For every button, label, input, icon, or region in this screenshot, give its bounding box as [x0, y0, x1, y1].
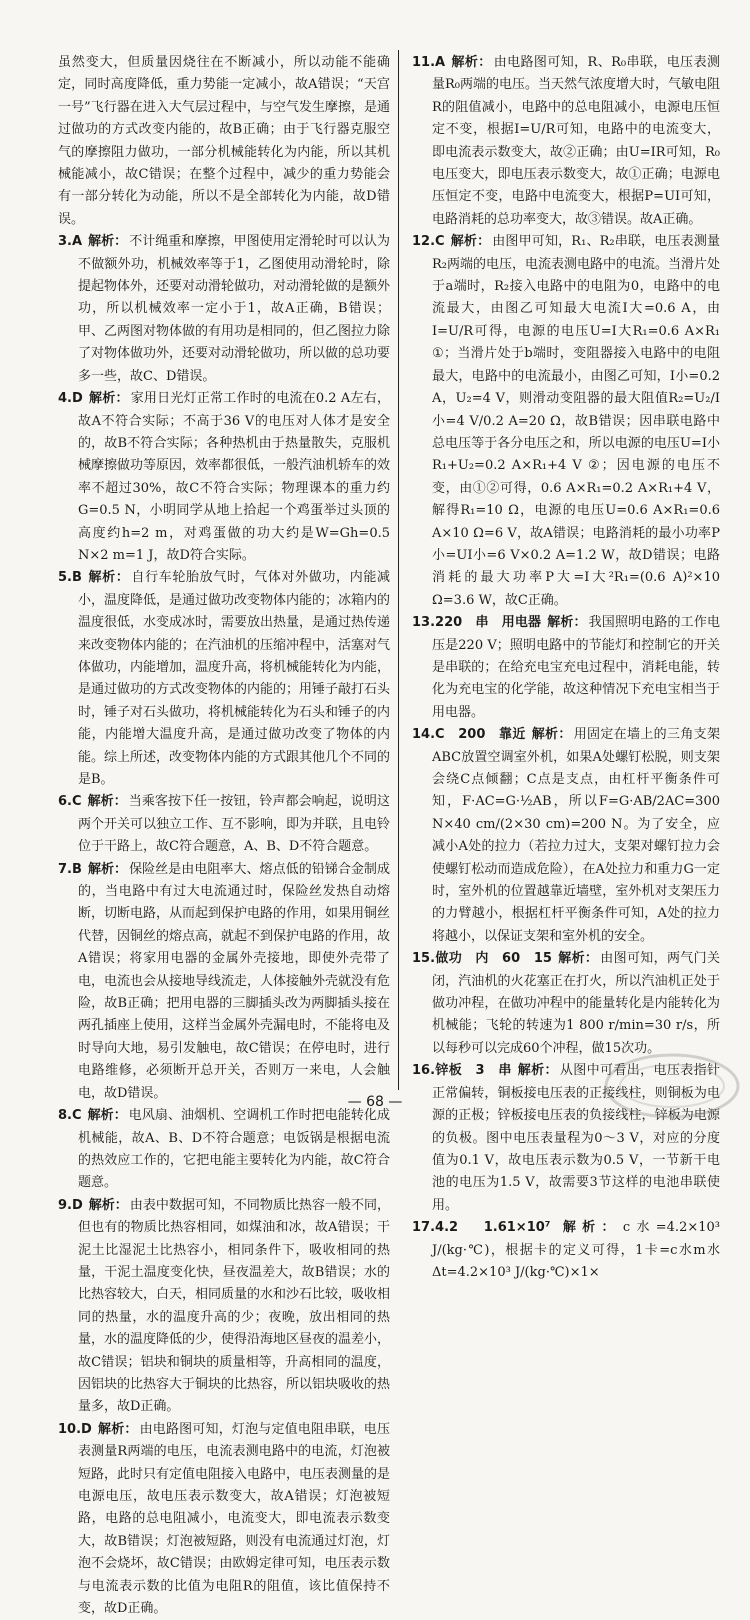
- item-answer: D: [71, 1197, 83, 1213]
- watermark-stamp: [602, 1051, 742, 1121]
- item-answer: 220 串 用电器: [435, 615, 542, 631]
- item-answer: C: [435, 234, 445, 250]
- answer-item: [412, 231, 720, 612]
- item-text: 由电路图可知，R、R₀串联，电压表测量R₀两端的电压。当天然气浓度增大时，气敏电阻R的阻值减小，电路中的总电阻减小，电源电压恒定不变，根据I=U/R可知，电路中的电流变大，即电流表示数变大，故②正确；由U=IR可知，R₀电压变大，即电压表示数变大，故①正确；电源电压恒定不变，电路中电流变大，根据P=UI可知，电路消耗的总功率变大，故③错误。故A正确。: [432, 55, 720, 227]
- item-text: 由电路图可知，灯泡与定值电阻串联，电压表测量R两端的电压，电流表测电路中的电流，灯泡被短路，此时只有定值电阻接入电路中，电压表测量的是电源电压，故电压表示数变大，故A错误；灯泡被短路，电路的总电阻减小，电流变大，即电流表示数变大，故B错误；灯泡被短路，则没有电流通过灯泡，灯泡不会烧坏，故C错误；由欧姆定律可知，电压表示数与电流表示数的比值为电阻R的阻值，该比值保持不变，故D正确。: [78, 1421, 391, 1617]
- item-text: 用固定在墙上的三角支架ABC放置空调室外机，如果A处螺钉松脱，则支架会绕C点倾翻；C点是支点，由杠杆平衡条件可知，F·AC=G·½AB，所以F=G·AB/2AC=300 N×40 cm/(2×30 cm)=200 N。为了安全，应减小A处的拉力（若拉力过大，支架对螺钉拉力会使螺钉松动而造成危险），在A处拉力和重力G一定时，室外机的位置越靠近墙壁，室外机对支架压力的力臂越小，根据杠杆平衡条件可知，A处的拉力将越小，以保证支架和室外机的安全。: [432, 727, 720, 944]
- answer-item: [58, 859, 390, 1105]
- item-label: 解析：: [517, 1063, 558, 1079]
- continuation-paragraph: 虽然变大，但质量因烧往在不断减小，所以动能不能确定，同时高度降低，重力势能一定减小，故A错误；“天宫一号”飞行器在进入大气层过程中，与空气发生摩擦，是通过做功的方式改变内能的，故B正确；由于飞行器克服空气的摩擦阻力做功，一部分机械能转化为内能，所以其机械能减小，故C错误；在整个过程中，减少的重力势能会有一部分转化为动能，所以不是全部转化为内能，故D错误。: [58, 55, 390, 227]
- answer-item: [412, 724, 720, 948]
- answer-item: [58, 231, 390, 388]
- item-label: 解析：: [87, 570, 130, 586]
- answer-item: [58, 1105, 390, 1195]
- item-label: 解析：: [556, 1220, 621, 1236]
- item-number: 17.: [412, 1220, 436, 1236]
- answer-item: [412, 52, 720, 231]
- item-answer: B: [71, 570, 82, 586]
- answer-item: [412, 612, 720, 724]
- item-answer: 锌板 3 串: [435, 1063, 512, 1079]
- item-text: 自行车轮胎放气时，气体对外做功，内能减小，温度降低，是通过做功改变物体内能的；冰箱内的温度很低，水变成冰时，需要放出热量，是通过热传递来改变物体内能的；在汽油机的压缩冲程中，活塞对气体做功，内能增加，温度升高，将机械能转化为内能，是通过做功的方式改变物体的内能的；用锤子敲打石头时，锤子对石头做功，将机械能转化为石头和锤子的内能，内能增大温度升高，是通过做功改变了物体的内能。综上所述，改变物体内能的方式跟其他几个不同的是B。: [78, 570, 391, 787]
- item-label: 解析：: [97, 1421, 138, 1437]
- item-answer: C 200 靠近: [435, 727, 526, 743]
- item-label: 解析：: [87, 1108, 127, 1124]
- answer-item: [58, 1419, 390, 1620]
- item-number: 10.: [58, 1421, 82, 1437]
- answer-item: [58, 791, 390, 858]
- item-label: 解析：: [557, 951, 599, 967]
- item-text: 家用日光灯正常工作时的电流在0.2 A左右，故A不符合实际；不高于36 V的电压对人体才是安全的，故B不符合实际；各种热机由于热量散失，克服机械摩擦做功等原因，效率都很低，一般汽油机轿车的效率不超过30%，故C不符合实际；物理课本的重力约G=0.5 N，小明同学从地上拾起一个鸡蛋举过头顶的高度约h=2 m，对鸡蛋做的功大约是W=Gh=0.5 N×2 m=1 J，故D符合实际。: [78, 391, 391, 563]
- item-label: 解析：: [531, 727, 572, 743]
- item-text: 当乘客按下任一按钮，铃声都会响起，说明这两个开关可以独立工作、互不影响，即为并联，且电铃位于干路上，故C符合题意，A、B、D不符合题意。: [78, 794, 391, 855]
- item-label: 解析：: [547, 615, 587, 631]
- item-answer: A: [435, 55, 446, 70]
- answer-item: [58, 388, 390, 567]
- item-number: 4.: [58, 391, 72, 407]
- item-answer: B: [71, 861, 82, 877]
- answer-item: [412, 948, 720, 1060]
- item-label: 解析：: [88, 391, 129, 407]
- item-label: 解析：: [88, 1197, 128, 1213]
- item-label: 解析：: [87, 861, 128, 877]
- item-text: 我国照明电路的工作电压是220 V；照明电路中的节能灯和控制它的开关是串联的；在给充电宝充电过程中，消耗电能，转化为充电宝的化学能，故这种情况下充电宝相当于用电器。: [432, 615, 720, 720]
- item-number: 5.: [58, 570, 72, 586]
- item-text: 从图中可看出，电压表指针正常偏转，铜板接电压表的正接线柱，则铜板为电源的正极；锌板接电压表的负接线柱，锌板为电源的负极。图中电压表量程为0～3 V，对应的分度值为0.1 V，故电压表示数为0.5 V，一节新干电池的电压为1.5 V，故需要3节这样的电池串联使用。: [432, 1063, 720, 1213]
- answer-item: [412, 1217, 720, 1284]
- answer-item: [58, 1195, 390, 1419]
- item-answer: A: [71, 234, 83, 250]
- item-number: 16.: [412, 1063, 436, 1079]
- item-number: 6.: [58, 794, 72, 810]
- item-text: 电风扇、油烟机、空调机工作时把电能转化成机械能，故A、B、D不符合题意；电饭锅是根据电流的热效应工作的，它把电能主要转化为内能，故C符合题意。: [78, 1108, 390, 1191]
- item-answer: 4.2 1.61×10⁷: [435, 1220, 551, 1236]
- item-label: 解析：: [87, 794, 127, 810]
- item-answer: C: [71, 1108, 82, 1124]
- item-number: 7.: [58, 861, 72, 877]
- item-text: c水=4.2×10³ J/(kg·℃)，根据卡的定义可得，1卡=c水m水Δt=4.2×10³ J/(kg·℃)×1×: [432, 1220, 720, 1280]
- item-answer: C: [71, 794, 82, 810]
- item-label: 解析：: [450, 234, 491, 250]
- item-number: 12.: [412, 234, 436, 250]
- item-text: 不计绳重和摩擦，甲图使用定滑轮时可以认为不做额外功，机械效率等于1，乙图使用动滑轮时，除提起物体外，还要对动滑轮做功，对动滑轮做的是额外功，所以机械效率一定小于1，故A正确，B错误；甲、乙两图对物体做的有用功是相同的，但乙图拉力除了对物体做功外，还要对动滑轮做功，所以做的总功要多一些，故C、D错误。: [78, 234, 391, 384]
- item-number: 13.: [412, 615, 436, 631]
- item-text: 由表中数据可知，不同物质比热容一般不同，但也有的物质比热容相同，如煤油和冰，故A错误；干泥土比湿泥土比热容小，相同条件下，吸收相同的热量，干泥土温度变化快，昼夜温差大，故B错误；水的比热容较大，白天，相同质量的水和沙石比较，吸收相同的热量，水的温度升高的少；夜晚，放出相同的热量，水的温度降低的少，使得沿海地区昼夜的温差小，故C错误；铝块和铜块的质量相等，升高相同的温度，因铝块的比热容大于铜块的比热容，所以铝块吸收的热量多，故D正确。: [78, 1197, 391, 1415]
- item-number: 9.: [58, 1197, 72, 1213]
- item-label: 解析：: [451, 55, 492, 70]
- answer-item: [58, 567, 390, 791]
- item-number: 15.: [412, 951, 436, 967]
- item-number: 14.: [412, 727, 436, 743]
- column-divider: [398, 50, 399, 1090]
- item-number: 8.: [58, 1108, 72, 1124]
- item-answer: D: [71, 391, 83, 407]
- item-text: 由图可知，两气门关闭，汽油机的火花塞正在打火，所以汽油机正处于做功冲程，在做功冲程中的能量转化是内能转化为机械能；飞轮的转速为1 800 r/min=30 r/s，所以每秒可以完成60个冲程，做15次功。: [432, 951, 720, 1056]
- item-answer: 做功 内 60 15: [435, 951, 552, 967]
- left-column: [58, 52, 390, 1620]
- item-text: 由图甲可知，R₁、R₂串联，电压表测量R₂两端的电压，电流表测电路中的电流。当滑片处于a端时，R₂接入电路中的电阻为0，电路中的电流最大，由图乙可知最大电流I大=0.6 A，由I=U/R可得，电源的电压U=I大R₁=0.6 A×R₁ ①；当滑片处于b端时，变阻器接入电路中的电阻最大，电路中的电流最小，由图乙可知，I小=0.2 A，U₂=4 V，则滑动变阻器的最大阻值R₂=U₂/I小=4 V/0.2 A=20 Ω，故B错误；因串联电路中总电压等于各分电压之和，所以电源的电压U=I小R₁+U₂=0.2 A×R₁+4 V ②；因电源的电压不变，由①②可得，0.6 A×R₁=0.2 A×R₁+4 V，解得R₁=10 Ω，电源的电压U=0.6 A×R₁=0.6 A×10 Ω=6 V，故A错误；电路消耗的最小功率P小=UI小=6 V×0.2 A=1.2 W，故D错误；电路消耗的最大功率P大=I大²R₁=(0.6 A)²×10 Ω=3.6 W，故C正确。: [432, 234, 720, 608]
- item-text: 保险丝是由电阻率大、熔点低的铅锑合金制成的，当电路中有过大电流通过时，保险丝发热自动熔断，切断电路，从而起到保护电路的作用，如果用铜丝代替，因铜丝的熔点高，就起不到保护电路的作用，故A错误；将家用电器的金属外壳接地，即使外壳带了电，电流也会从接地导线流走，人体接触外壳就没有危险，故B正确；把用电器的三脚插头改为两脚插头接在两孔插座上使用，这样当金属外壳漏电时，不能将电及时导向大地，易引发触电，故C错误；在停电时，进行电路维修，必须断开总开关，否则万一来电，人会触电，故D错误。: [78, 861, 391, 1101]
- item-number: 11.: [412, 55, 436, 70]
- item-answer: D: [81, 1421, 92, 1437]
- page-number: — 68 —: [347, 1094, 403, 1110]
- item-label: 解析：: [88, 234, 128, 250]
- item-number: 3.: [58, 234, 72, 250]
